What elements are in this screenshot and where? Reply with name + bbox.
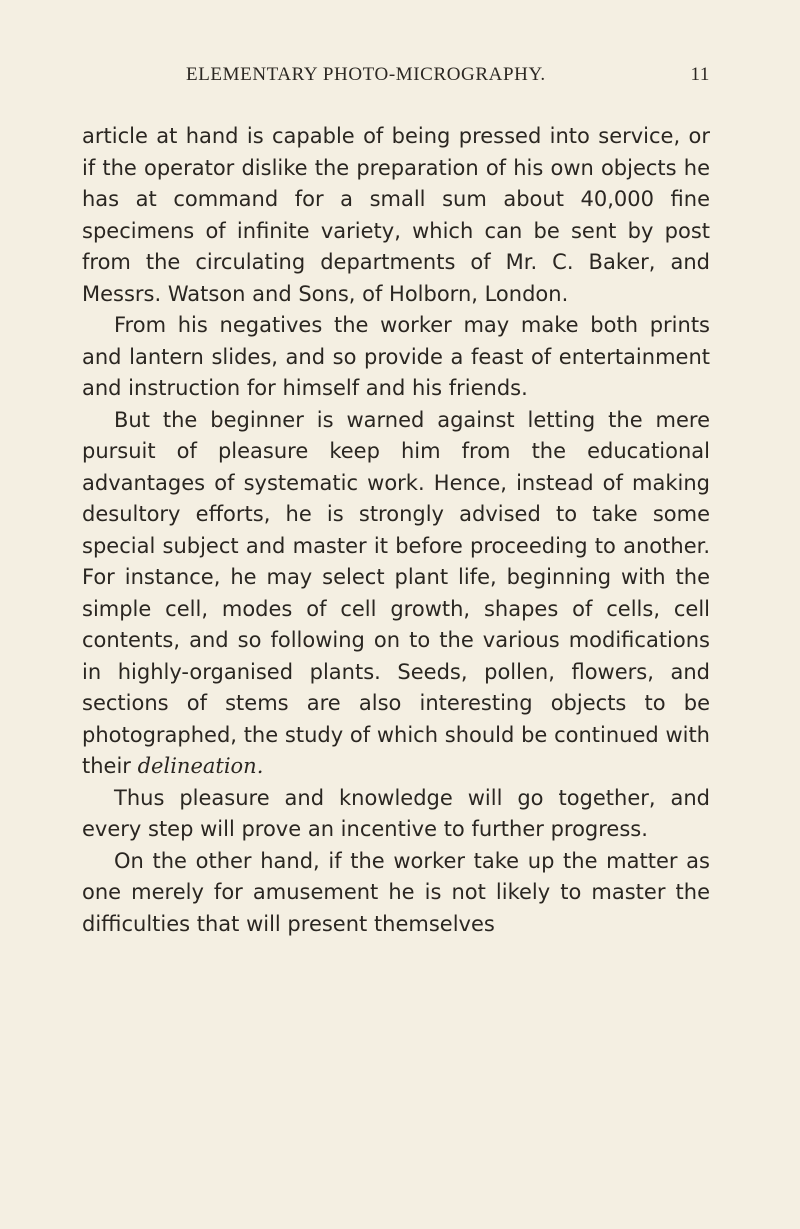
paragraph-amusement: On the other hand, if the worker take up the matter as one merely for amusement he is not likely to master the difficulties that will present themselves bbox=[82, 848, 710, 936]
paragraph-pleasure-knowledge: Thus pleasure and knowledge will go together, and every step will prove an incentive to further progress. bbox=[82, 785, 710, 841]
running-head bbox=[82, 64, 710, 92]
paragraph-systematic-work bbox=[82, 405, 710, 783]
body-text bbox=[82, 121, 710, 940]
paragraph-negatives: From his negatives the worker may make both prints and lantern slides, and so provide a feast of entertainment and instruction for himself and his friends. bbox=[82, 313, 710, 400]
emphasis-delineation: delineation. bbox=[137, 754, 264, 778]
paragraph-systematic-work-text: But the beginner is warned against letting the mere pursuit of pleasure keep him from the educational advantages of systematic work. Hence, instead of making desultory efforts, he is strongly advised to take some special subject and master it before proceeding to another. For instance, he may select plant life, beginning with the simple cell, modes of cell growth, shapes of cells, cell contents, and so following on to the various modifications in highly-organised plants. Seeds, pollen, flowers, and sections of stems are also interesting objects to be photographed, the study of which should be continued with their bbox=[82, 407, 710, 778]
running-title: ELEMENTARY PHOTO-MICROGRAPHY. bbox=[186, 64, 546, 85]
page-number: 11 bbox=[690, 64, 710, 85]
paragraph-specimens: article at hand is capable of being pressed into service, or if the operator dislike the preparation of his own objects he has at command for a small sum about 40,000 fine specimens of infinite variety, which can be sent by post from the circulating departments of Mr. C. Baker, and Messrs. Watson and Sons, of Holborn, London. bbox=[82, 124, 710, 306]
